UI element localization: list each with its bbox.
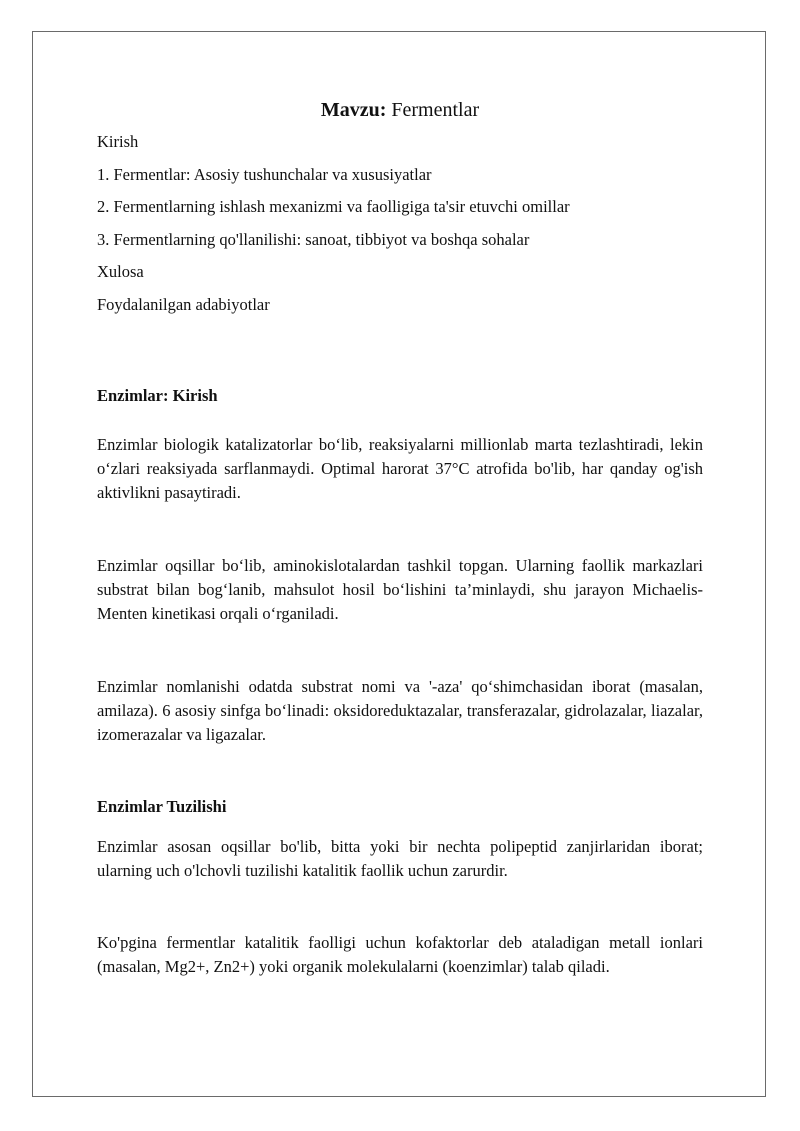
paragraph: Enzimlar biologik katalizatorlar bo‘lib, reaksiyalarni millionlab marta tezlashtiradi, lekin o‘zlari reaksiyada sarflanmaydi. Optimal harorat 37°C atrofida bo'lib, har qanday og'ish aktivlikni pasaytiradi. — [97, 434, 703, 502]
paragraph: Enzimlar asosan oqsillar bo'lib, bitta yoki bir nechta polipeptid zanjirlaridan iborat; ularning uch o'lchovli tuzilishi katalitik faollik uchun zarurdir. — [97, 836, 703, 880]
toc-item: Xulosa — [97, 262, 144, 281]
toc-item: 3. Fermentlarning qo'llanilishi: sanoat, tibbiyot va boshqa sohalar — [97, 229, 530, 249]
document-body — [97, 96, 703, 979]
paragraph: Enzimlar nomlanishi odatda substrat nomi va '-aza' qo‘shimchasidan iborat (masalan, amilaza). 6 asosiy sinfga bo‘linadi: oksidoreduktazalar, transferazalar, gidrolazalar, liazalar, izomerazalar va ligazalar. — [97, 676, 703, 744]
paragraph: Ko'pgina fermentlar katalitik faolligi uchun kofaktorlar deb ataladigan metall ionlari (masalan, Mg2+, Zn2+) yoki organik molekulalarni (koenzimlar) talab qiladi. — [97, 932, 703, 976]
toc-item: 2. Fermentlarning ishlash mexanizmi va faolligiga ta'sir etuvchi omillar — [97, 197, 570, 216]
section-heading-tuzilishi: Enzimlar Tuzilishi — [97, 796, 227, 816]
paragraph: Enzimlar oqsillar bo‘lib, aminokislotalardan tashkil topgan. Ularning faollik markazlari substrat bilan bog‘lanib, mahsulot hosil bo‘lishini ta’minlaydi, shu jarayon Michaelis-Menten kinetikasi orqali o‘rganiladi. — [97, 555, 703, 623]
title-prefix: Mavzu: — [320, 99, 387, 121]
toc-item: 1. Fermentlar: Asosiy tushunchalar va xususiyatlar — [97, 164, 432, 184]
document-title — [97, 96, 703, 124]
section-heading-kirish: Enzimlar: Kirish — [97, 385, 218, 405]
toc-item: Kirish — [97, 132, 139, 151]
table-of-contents — [97, 130, 703, 317]
title-text: Fermentlar — [391, 99, 480, 121]
toc-item: Foydalanilgan adabiyotlar — [97, 294, 270, 314]
